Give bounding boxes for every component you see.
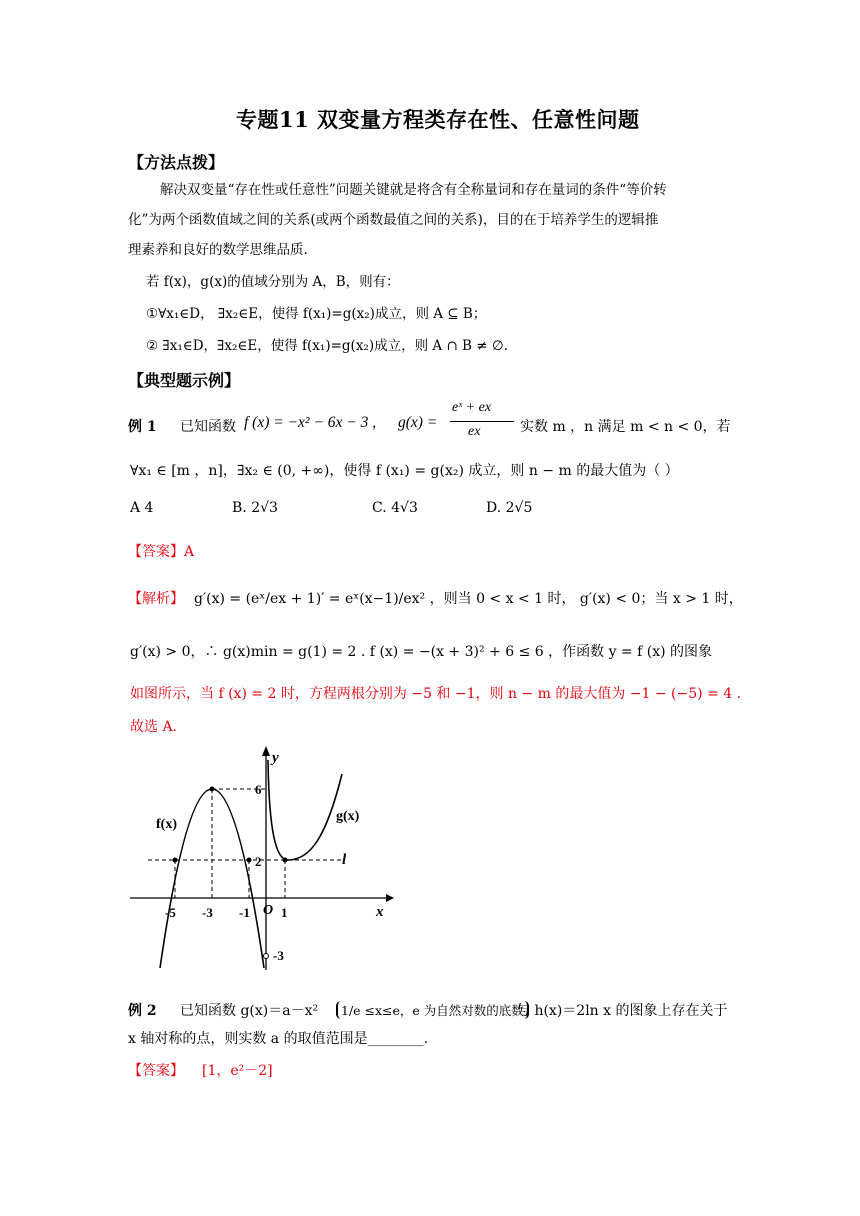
method-intro: 若 f(x)，g(x)的值域分别为 A，B，则有： (146, 274, 400, 290)
example2-line-1: 已知函数 g(x)＝a－x² (180, 1003, 319, 1019)
example1-label: 例 1 (128, 419, 157, 435)
method-paragraph-line-1: 解决双变量“存在性或任意性”问题关键就是将含有全称量词和存在量词的条件“等价转 (160, 182, 667, 198)
example1-g-lhs: g(x) = (398, 414, 438, 431)
origin-label: O (263, 903, 274, 918)
option-d: D. 2√5 (486, 500, 533, 516)
section-method-heading: 【方法点拨】 (128, 153, 225, 172)
tick-minus1: -1 (239, 905, 250, 920)
example1-question-line-2: ∀x₁ ∈ [m ，n]，∃x₂ ∈ (0, +∞)，使得 f (x₁) = g(x₂) 成立，则 n − m 的最大值为（ ） (130, 463, 679, 479)
y-axis-label: y (272, 750, 279, 766)
tick-minus3: -3 (202, 905, 213, 920)
point-open-minus3 (264, 954, 269, 959)
example1-g-denominator: ex (468, 424, 481, 439)
example1-g-numerator: eˣ + ex (452, 400, 492, 415)
example1-analysis-line-4: 故选 A. (130, 719, 178, 735)
function-graph (124, 742, 394, 974)
g-label: g(x) (336, 809, 360, 824)
example2-label: 例 2 (128, 1003, 157, 1019)
example2-answer-label: 【答案】 (128, 1063, 184, 1079)
example1-answer: 【答案】A (128, 544, 195, 560)
point-one (283, 858, 288, 863)
tick-y2: 2 (255, 854, 262, 869)
x-axis-label: x (376, 904, 384, 920)
example1-condition: 实数 m ，n 满足 m < n < 0，若 (520, 419, 731, 435)
example1-analysis-line-1: g′(x) = (eˣ/ex + 1)′ = eˣ(x−1)/ex² ，则当 0 < x < 1 时， g′(x) < 0；当 x > 1 时， (194, 591, 743, 607)
method-rule-2: ② ∃x₁∈D，∃x₂∈E，使得 f(x₁)=g(x₂)成立，则 A ∩ B ≠ ∅. (146, 338, 508, 354)
example2-line-2: x 轴对称的点，则实数 a 的取值范围是________. (128, 1031, 429, 1047)
page-title: 专题11 双变量方程类存在性、任意性问题 (236, 107, 640, 132)
tick-y6: 6 (255, 782, 262, 797)
example1-f-formula: f (x) = −x² − 6x − 3 , (244, 414, 377, 431)
tick-minus5: -5 (165, 905, 176, 920)
example2-line-1-rest: 与 h(x)＝2ln x 的图象上存在关于 (516, 1003, 728, 1019)
f-label: f(x) (156, 817, 177, 832)
option-b: B. 2√3 (232, 500, 278, 516)
method-paragraph-line-2: 化”为两个函数值域之间的关系(或两个函数最值之间的关系)，目的在于培养学生的逻辑推 (128, 212, 659, 228)
fraction-bar (450, 421, 514, 422)
g-curve (268, 760, 342, 860)
l-label: l (342, 852, 347, 868)
example1-analysis-line-3: 如图所示，当 f (x) = 2 时，方程两根分别为 −5 和 −1，则 n − m 的最大值为 −1 − (−5) = 4 . (130, 686, 742, 702)
example2-condition: 1/e ≤x≤e，e 为自然对数的底数 (336, 1001, 529, 1019)
point-vertex (210, 787, 215, 792)
point-minus5 (173, 858, 178, 863)
example1-analysis-line-2: g′(x) > 0，∴ g(x)min = g(1) = 2 . f (x) = −(x + 3)² + 6 ≤ 6 ，作函数 y = f (x) 的图象 (130, 644, 713, 660)
section-examples-heading: 【典型题示例】 (128, 371, 241, 390)
f-curve (160, 789, 264, 968)
example1-intro: 已知函数 (180, 419, 236, 435)
tick-y-minus3: -3 (273, 948, 284, 963)
option-c: C. 4√3 (372, 500, 418, 516)
tick-one: 1 (281, 905, 288, 920)
x-arrow-icon (386, 894, 394, 902)
y-arrow-icon (262, 746, 270, 756)
method-rule-1: ①∀x₁∈D， ∃x₂∈E，使得 f(x₁)=g(x₂)成立，则 A ⊆ B； (146, 306, 487, 322)
option-a: A 4 (130, 500, 154, 516)
example1-analysis-label: 【解析】 (128, 591, 184, 607)
method-paragraph-line-3: 理素养和良好的数学思维品质. (128, 242, 308, 258)
point-minus1 (247, 858, 252, 863)
example2-answer-value: [1，e²－2] (202, 1063, 273, 1079)
